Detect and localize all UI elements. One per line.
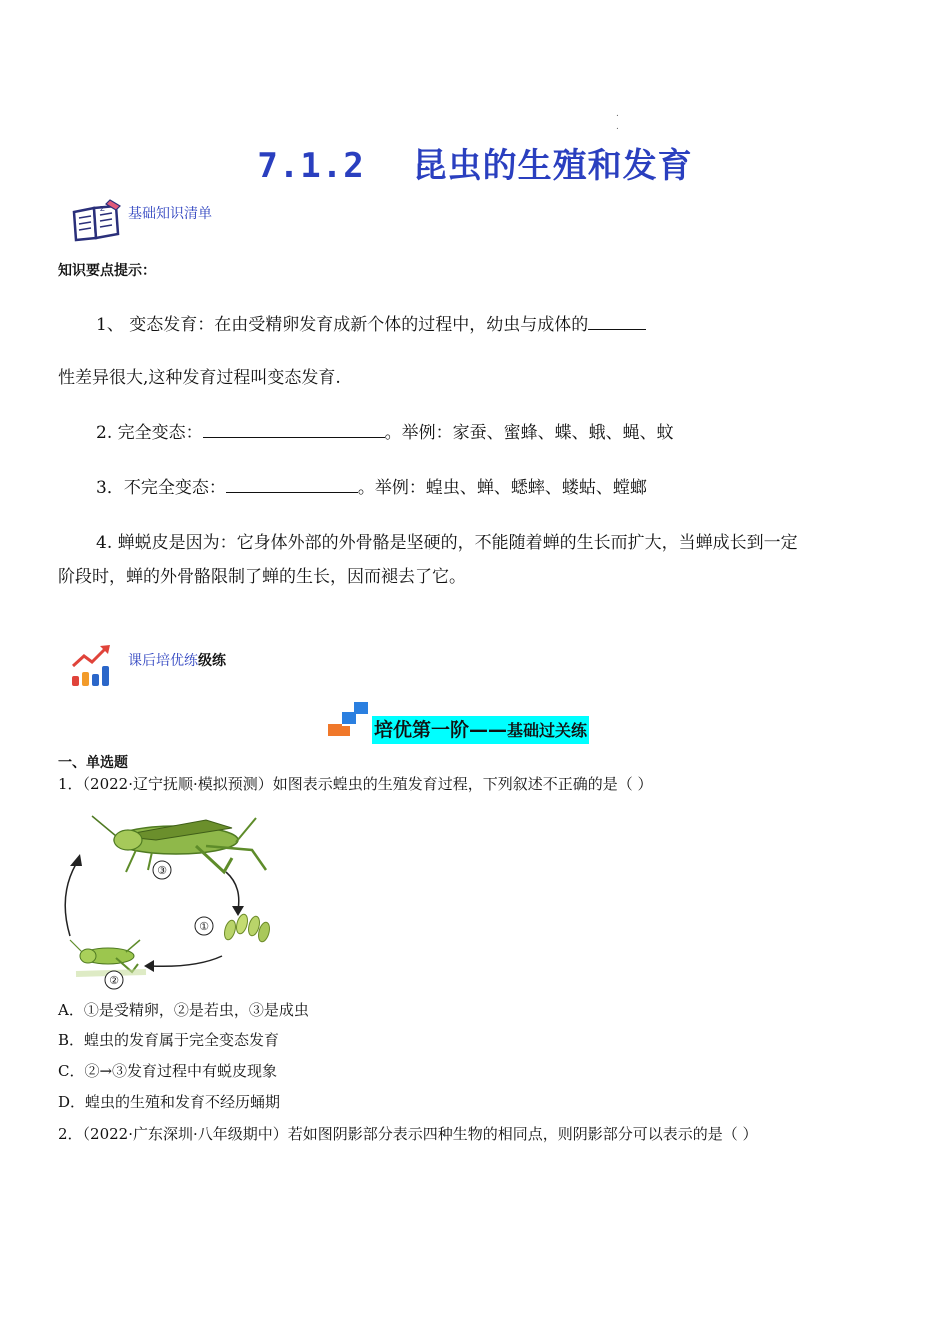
point-4-line-2: 阶段时，蝉的外骨骼限制了蝉的生长，因而褪去了它。 bbox=[58, 567, 466, 587]
question-1-text: 1．（2022·辽宁抚顺·模拟预测）如图表示蝗虫的生殖发育过程，下列叙述不正确的是（ ） bbox=[58, 775, 653, 793]
point-2-blank bbox=[203, 419, 385, 438]
point-2-examples: 。举例：家蚕、蜜蜂、蝶、蛾、蝇、蚊 bbox=[384, 423, 674, 443]
title-number: 7.1.2 bbox=[257, 146, 365, 186]
section-label-practice-blue: 课后培优练 bbox=[128, 653, 198, 669]
question-1-option-d: D．蝗虫的生殖和发育不经历蛹期 bbox=[58, 1093, 281, 1111]
point-1-blank bbox=[588, 311, 646, 330]
page-title bbox=[0, 138, 950, 187]
key-points-heading: 知识要点提示： bbox=[58, 263, 156, 279]
grasshopper-lifecycle-figure bbox=[56, 806, 276, 992]
section-label-basics: 基础知识清单 bbox=[128, 206, 212, 222]
section-label-practice bbox=[128, 650, 226, 670]
question-1-option-c: C．②→③发育过程中有蜕皮现象 bbox=[58, 1062, 278, 1080]
adult-grasshopper-image bbox=[92, 816, 266, 872]
point-1-continuation: 性差异很大,这种发育过程叫变态发育. bbox=[58, 368, 341, 388]
point-1-text: 1、 变态发育：在由受精卵发育成新个体的过程中，幼虫与成体的 bbox=[96, 315, 589, 335]
stage-title-main: 培优第一阶—— bbox=[374, 719, 508, 741]
eggs-image bbox=[223, 913, 272, 943]
point-3-examples: 。举例：蝗虫、蝉、蟋蟀、蝼蛄、螳螂 bbox=[357, 478, 647, 498]
point-3 bbox=[96, 474, 647, 501]
point-4-line-1: 4. 蝉蜕皮是因为：它身体外部的外骨骼是坚硬的，不能随着蝉的生长而扩大，当蝉成长到一定 bbox=[96, 533, 798, 553]
point-1 bbox=[96, 311, 646, 338]
point-2 bbox=[96, 419, 674, 446]
stairs-icon bbox=[326, 702, 370, 736]
point-3-blank bbox=[226, 474, 358, 493]
point-2-label: 2. 完全变态： bbox=[96, 423, 203, 443]
point-3-label: 3．不完全变态： bbox=[96, 478, 226, 498]
stage-title bbox=[372, 716, 589, 744]
nymph-image bbox=[70, 940, 146, 974]
question-type-heading: 一、单选题 bbox=[58, 755, 128, 771]
figure-label-2: ② bbox=[109, 974, 119, 987]
svg-text:Z: Z bbox=[100, 205, 105, 213]
decorative-dots: . . bbox=[616, 109, 619, 132]
stage-title-sub: 基础过关练 bbox=[507, 721, 588, 740]
growth-chart-icon bbox=[70, 644, 114, 688]
question-1-option-b: B．蝗虫的发育属于完全变态发育 bbox=[58, 1031, 280, 1049]
book-icon bbox=[70, 198, 122, 244]
title-text: 昆虫的生殖和发育 bbox=[412, 146, 693, 186]
question-2-text: 2．（2022·广东深圳·八年级期中）若如图阴影部分表示四种生物的相同点，则阴影部分可以表示的是（ ） bbox=[58, 1125, 758, 1143]
figure-label-1: ① bbox=[199, 920, 209, 933]
section-label-practice-dark: 级练 bbox=[198, 653, 226, 669]
question-1-option-a: A．①是受精卵，②是若虫，③是成虫 bbox=[58, 1001, 309, 1019]
figure-label-3: ③ bbox=[157, 864, 167, 877]
